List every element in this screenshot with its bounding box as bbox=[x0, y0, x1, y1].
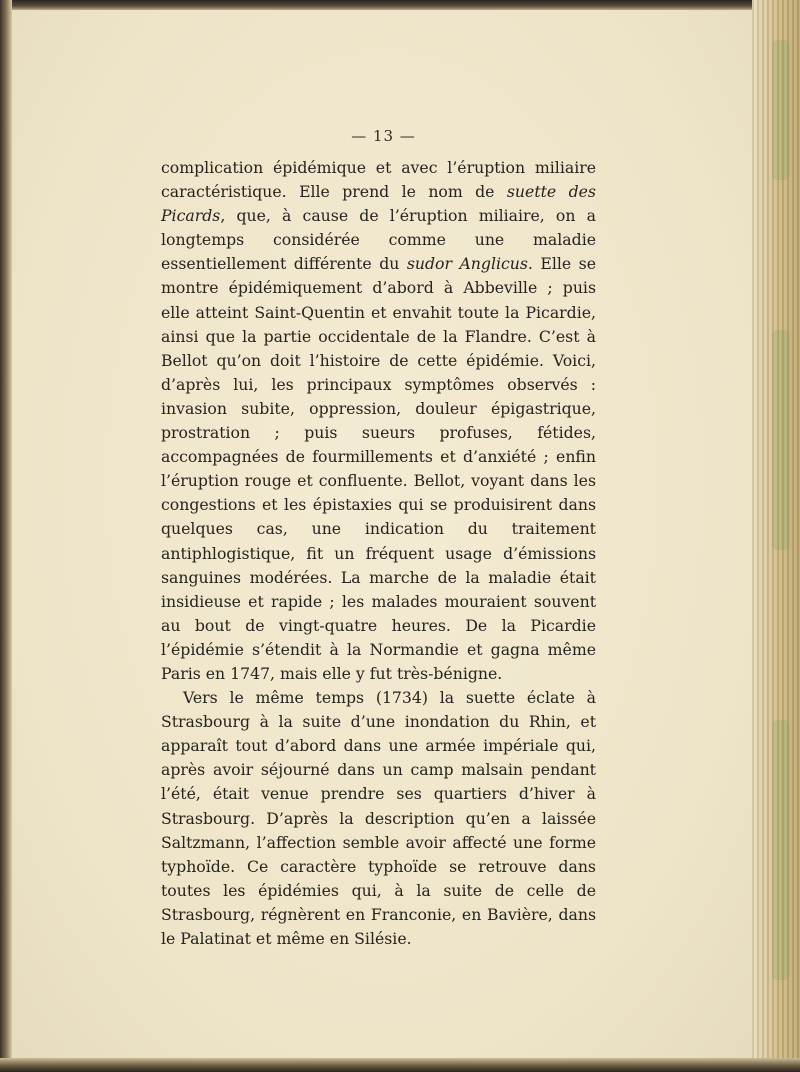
book-page bbox=[12, 10, 752, 1058]
stain-mark bbox=[772, 720, 790, 980]
page-edge-margin bbox=[752, 0, 800, 1072]
body-text bbox=[161, 156, 596, 951]
text-run: complication épidémique et avec l’éruption miliaire caractéristique. Elle prend le nom de bbox=[161, 158, 596, 202]
stain-mark bbox=[772, 330, 790, 550]
binding-shadow bbox=[0, 0, 12, 1072]
stain-mark bbox=[772, 40, 790, 180]
scan-top-border bbox=[0, 0, 800, 10]
text-run: . Elle se montre épidémiquement d’abord à Abbeville ; puis elle atteint Saint-Quentin et envahit toute la Picardie, ainsi que la partie occidentale de la Flandre. C’est à Bellot qu’on doit l’histoire de cette épidémie. Voici, d’après lui, les principaux symptômes observés : invasion subite, oppression, douleur épigastrique, prostration ; puis sueurs profuses, fétides, accompagnées de fourmillements et d’anxiété ; enfin l’éruption rouge et confluente. Bellot, voyant dans les congestions et les épistaxies qui se produisirent dans quelques cas, une indication du traitement antiphlogistique, fit un fréquent usage d’émissions sanguines modérées. La marche de la maladie était insidieuse et rapide ; les malades mouraient souvent au bout de vingt-quatre heures. De la Picardie l’épidémie s’étendit à la Normandie et gagna même Paris en 1747, mais elle y fut très-bénigne. bbox=[161, 254, 596, 683]
scan-bottom-border bbox=[0, 1058, 800, 1072]
text-run: Vers le même temps (1734) la suette éclate à Strasbourg à la suite d’une inondation du Rhin, et apparaît tout d’abord dans une armée impériale qui, après avoir séjourné dans un camp malsain pendant l’été, était venue prendre ses quartiers d’hiver à Strasbourg. D’après la description qu’en a laissée Saltzmann, l’affection semble avoir affecté une forme typhoïde. Ce caractère typhoïde se retrouve dans toutes les épidémies qui, à la suite de celle de Strasbourg, régnèrent en Franconie, en Bavière, dans le Palatinat et même en Silésie. bbox=[161, 688, 596, 948]
text-run: , que, à cause de l’éruption miliaire, on a longtemps considérée comme une maladie essentiellement différente du bbox=[161, 206, 596, 274]
italic-term: sudor Anglicus bbox=[406, 254, 528, 274]
paragraph bbox=[161, 156, 596, 686]
italic-term: suette des Picards bbox=[161, 182, 596, 226]
page-number: — 13 — bbox=[351, 127, 416, 145]
paragraph bbox=[161, 686, 596, 951]
